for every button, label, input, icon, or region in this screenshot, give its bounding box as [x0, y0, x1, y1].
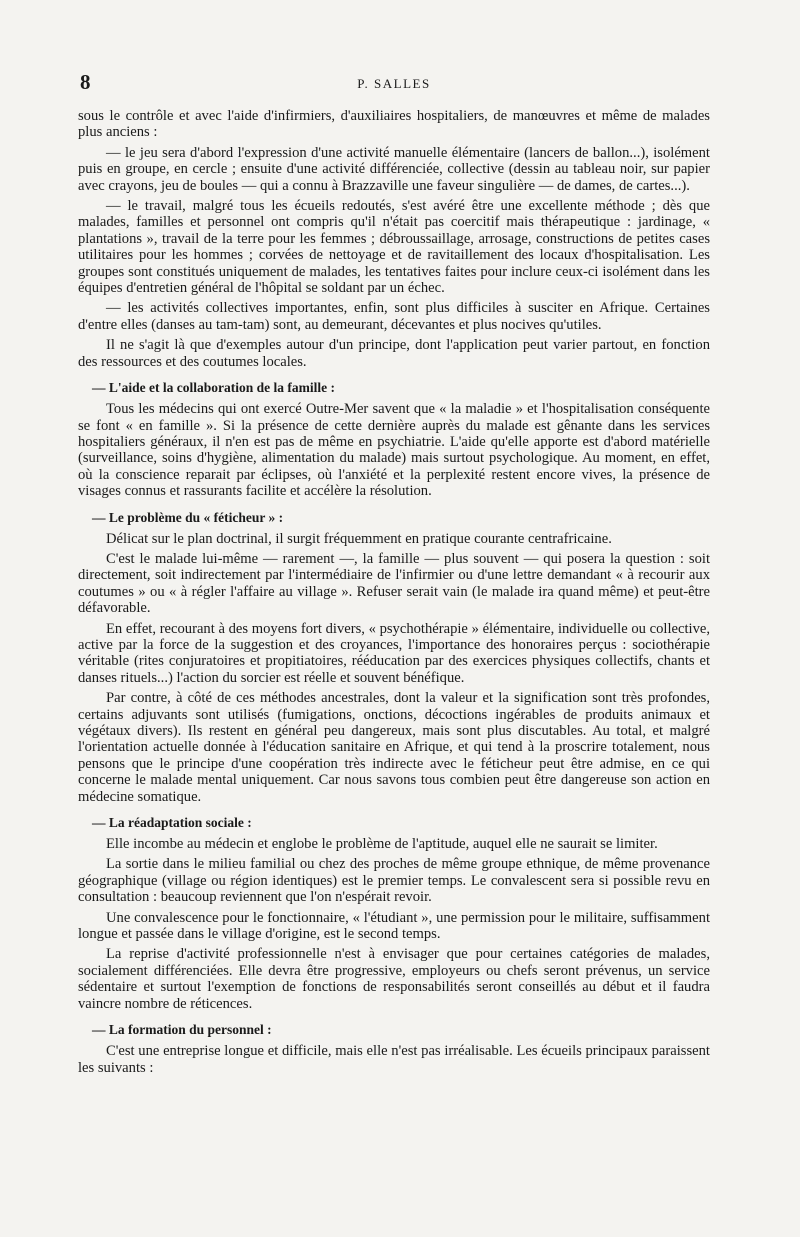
paragraph: C'est une entreprise longue et difficile, mais elle n'est pas irréalisable. Les écueils principaux paraissent les suivants :: [78, 1043, 710, 1076]
page-number: 8: [80, 70, 91, 94]
paragraph: La reprise d'activité professionnelle n'est à envisager que pour certaines catégories de malades, socialement différenciées. Elle devra être progressive, employeurs ou chefs seront prévenus, un service sédentaire et surtout l'exemption de fonctions de responsabilités seront conseillés au début et il faudra vaincre nombre de réticences.: [78, 946, 710, 1012]
section-heading-readaptation: — La réadaptation sociale :: [92, 815, 252, 831]
paragraph: — le travail, malgré tous les écueils redoutés, s'est avéré être une excellente méthode ; dès que malades, familles et personnel ont compris qu'il n'était pas coercitif mais thérapeutique : jardinage, « plantations », travail de la terre pour les femmes ; débroussaillage, arrosage, constructions de petites cases utilitaires pour les hommes ; corvées de nettoyage et de ravitaillement des locaux d'hospitalisation. Les groupes sont constitués uniquement de malades, les tentatives faites pour inclure ceux-ci isolément dans les équipes d'entretien général de l'hôpital se soldant par un échec.: [78, 198, 710, 297]
running-header: [78, 70, 710, 96]
paragraph: Il ne s'agit là que d'exemples autour d'un principe, dont l'application peut varier partout, en fonction des ressources et des coutumes locales.: [78, 337, 710, 370]
paragraph: — les activités collectives importantes, enfin, sont plus difficiles à susciter en Afrique. Certaines d'entre elles (danses au tam-tam) sont, au demeurant, décevantes et plus nocives qu'utiles.: [78, 300, 710, 333]
section-heading-formation: — La formation du personnel :: [92, 1022, 272, 1038]
paragraph: Tous les médecins qui ont exercé Outre-Mer savent que « la maladie » et l'hospitalisation conséquente se font « en famille ». Si la présence de cette dernière auprès du malade est gênante dans les services hospitaliers généraux, il n'en est pas de même en psychiatrie. L'aide qu'elle apporte est d'abord matérielle (surveillance, soins d'hygiène, alimentation du malade) mais surtout psychologique. Au moment, en effet, où la conscience reparait par éclipses, où l'anxiété et la perplexité restent encore vives, la présence de visages connus et rassurants facilite et accélère la résolution.: [78, 401, 710, 500]
paragraph: — le jeu sera d'abord l'expression d'une activité manuelle élémentaire (lancers de ballon...), isolément puis en groupe, en cercle ; ensuite d'une activité différenciée, collective (dessin au tableau noir, sur papier avec crayons, jeu de boules — qui a connu à Brazzaville une faveur singulière — de dames, de cartes...).: [78, 144, 710, 194]
paragraph: En effet, recourant à des moyens fort divers, « psychothérapie » élémentaire, individuelle ou collective, active par la force de la suggestion et des croyances, l'importance des honoraires perçus : sociothérapie véritable (rites conjuratoires et propitiatoires, rééducation par des exercices physiques collectifs, chants et danses rituels...) l'action du sorcier est réelle et souvent bénéfique.: [78, 620, 710, 686]
section-heading-feticheur: — Le problème du « féticheur » :: [92, 509, 284, 525]
paragraph: La sortie dans le milieu familial ou chez des proches de même groupe ethnique, de même provenance géographique (village ou région identiques) est le premier temps. Le convalescent sera si possible revu en consultation : beaucoup reviennent que l'on n'espérait revoir.: [78, 856, 710, 906]
paragraph: sous le contrôle et avec l'aide d'infirmiers, d'auxiliaires hospitaliers, de manœuvres et même de malades plus anciens :: [78, 108, 710, 141]
section-heading-famille: — L'aide et la collaboration de la famille :: [92, 380, 335, 396]
paragraph: Une convalescence pour le fonctionnaire, « l'étudiant », une permission pour le militaire, suffisamment longue et passée dans le village d'origine, est le second temps.: [78, 909, 710, 943]
running-head-author: P. SALLES: [357, 76, 431, 91]
paragraph: C'est le malade lui-même — rarement —, la famille — plus souvent — qui posera la question : soit directement, soit indirectement par l'intermédiaire de l'infirmier ou d'une lettre demandant « à recourir aux coutumes » ou « à régler l'affaire au village ». Refuser serait vain (le malade ira quand même) et peut-être défavorable.: [78, 550, 710, 617]
paragraph: Délicat sur le plan doctrinal, il surgit fréquemment en pratique courante centrafricaine.: [106, 530, 612, 547]
document-page: [78, 70, 710, 1080]
paragraph: Elle incombe au médecin et englobe le problème de l'aptitude, auquel elle ne saurait se limiter.: [106, 836, 658, 853]
body-text: [78, 108, 710, 1076]
paragraph: Par contre, à côté de ces méthodes ancestrales, dont la valeur et la signification sont très profondes, certains adjuvants sont utilisés (fumigations, onctions, décoctions ingérables de produits animaux et végétaux divers). Ils restent en général peu dangereux, mais sont plus discutables. Au total, et malgré l'orientation actuelle donnée à l'éducation sanitaire en Afrique, et qui tend à la proscrire totalement, nous pensons que le principe d'une coopération très indirecte avec le féticheur peut être admise, en ce qui concerne le malade mental uniquement. Car nous savons tous combien peut être dangereuse son action en médecine somatique.: [78, 690, 710, 805]
